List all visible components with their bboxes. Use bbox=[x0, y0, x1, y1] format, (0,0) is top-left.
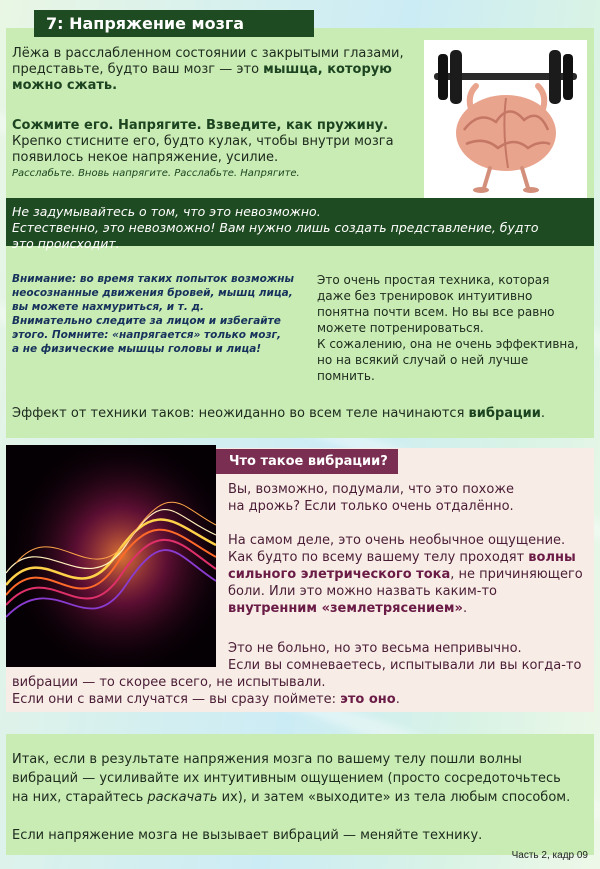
page-title: 7: Напряжение мозга bbox=[34, 10, 314, 37]
note-text: Не задумывайтесь о том, что это невозможно. Естественно, это невозможно! Вам нужно лишь создать представление, будто это происходит. bbox=[12, 204, 539, 251]
vibrations-header: Что такое вибрации? bbox=[216, 449, 398, 474]
vibrations-paragraph-1: Вы, возможно, подумали, что это похоже на дрожь? Если только очень отдалённо. bbox=[228, 482, 515, 514]
vibrations-paragraph-3b: вибрации — то скорее всего, не испытывали. Если они с вами случатся — вы сразу поймете: это оно. bbox=[12, 675, 400, 707]
effect-text: Эффект от техники таков: неожиданно во всем теле начинаются вибрации. bbox=[12, 406, 546, 421]
squeeze-text: Сожмите его. Напрягите. Взведите, как пружину. Крепко стисните его, будто кулак, чтобы внутри мозга появилось некое напряжение, усилие. Расслабьте. Вновь напрягите. Расслабьте. Напрягите. bbox=[12, 118, 394, 179]
warning-text: Внимание: во время таких попыток возможны неосознанные движения бровей, мышц лица, вы можете нахмуриться, и т. д. Внимательно следите за лицом и избегайте этого. Помните: «напрягается» только мозг, а не физические мышцы головы и лица! bbox=[12, 273, 294, 355]
frame-caption: Часть 2, кадр 09 bbox=[511, 850, 588, 861]
brain-dumbbell-image bbox=[424, 40, 587, 198]
technique-text: Это очень простая техника, которая даже без тренировок интуитивно понятна почти всем. Но вы все равно можете потренироваться. К сожалению, она не очень эффективна, но на всякий случай о ней лучше помнить. bbox=[317, 273, 579, 383]
conclusion-text: Итак, если в результате напряжения мозга по вашему телу пошли волны вибраций — усиливайте их интуитивным ощущением (просто сосредоточьтесь на них, старайтесь раскачать их), и затем «выходите» из тела любым способом. Если напряжение мозга не вызывает вибраций — меняйте технику. bbox=[12, 752, 571, 843]
vibrations-paragraph-2: На самом деле, это очень необычное ощущение. Как будто по всему вашему телу проходят волны сильного элетрического тока, не причиняющего боли. Или это можно назвать каким-то внутренним «землетрясением». bbox=[228, 533, 583, 616]
vibration-waves-image bbox=[6, 445, 216, 667]
vibrations-paragraph-3a: Это не больно, но это весьма непривычно. Если вы сомневаетесь, испытывали ли вы когда-то bbox=[228, 641, 582, 673]
intro-text: Лёжа в расслабленном состоянии с закрытыми глазами, представьте, будто ваш мозг — это мышца, которую можно сжать. bbox=[12, 46, 404, 93]
